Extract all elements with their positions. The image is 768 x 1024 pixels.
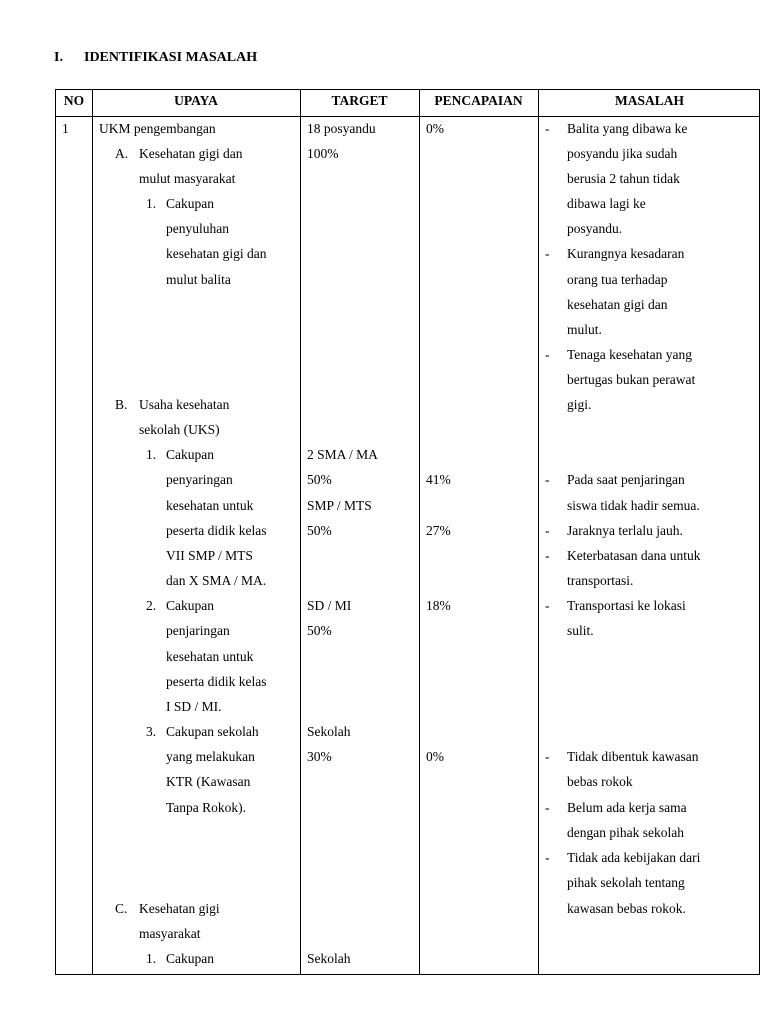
pencapaian-value: 41% bbox=[426, 472, 451, 487]
upaya-line: mulut balita bbox=[166, 272, 231, 287]
masalah-line: Tenaga kesehatan yang bbox=[567, 347, 692, 362]
target-value: Sekolah bbox=[307, 951, 351, 966]
upaya-line: Kesehatan gigi bbox=[139, 901, 220, 916]
header-pencapaian: PENCAPAIAN bbox=[434, 93, 523, 108]
bullet-dash: - bbox=[545, 548, 550, 563]
upaya-line: yang melakukan bbox=[166, 749, 255, 764]
section-number: I. bbox=[54, 50, 63, 65]
upaya-marker: 1. bbox=[146, 447, 157, 462]
target-value: 100% bbox=[307, 146, 339, 161]
problem-identification-table bbox=[55, 89, 760, 975]
pencapaian-value: 18% bbox=[426, 598, 451, 613]
upaya-line: penyaringan bbox=[166, 472, 233, 487]
masalah-line: Kurangnya kesadaran bbox=[567, 246, 685, 261]
upaya-line: Cakupan bbox=[166, 447, 214, 462]
upaya-line: kesehatan gigi dan bbox=[166, 246, 267, 261]
masalah-line: Belum ada kerja sama bbox=[567, 800, 687, 815]
header-masalah: MASALAH bbox=[614, 93, 684, 108]
upaya-line: Cakupan bbox=[166, 951, 214, 966]
masalah-line: posyandu. bbox=[567, 221, 623, 236]
upaya-line: masyarakat bbox=[139, 926, 201, 941]
pencapaian-value: 27% bbox=[426, 523, 451, 538]
upaya-marker: 2. bbox=[146, 598, 157, 613]
pencapaian-value: 0% bbox=[426, 749, 444, 764]
upaya-marker: A. bbox=[115, 146, 129, 161]
bullet-dash: - bbox=[545, 598, 550, 613]
upaya-line: Kesehatan gigi dan bbox=[139, 146, 243, 161]
target-value: 50% bbox=[307, 523, 332, 538]
upaya-line: UKM pengembangan bbox=[99, 121, 216, 136]
upaya-line: dan X SMA / MA. bbox=[166, 573, 267, 588]
header-target: TARGET bbox=[331, 93, 388, 108]
masalah-line: Jaraknya terlalu jauh. bbox=[567, 523, 683, 538]
row-number: 1 bbox=[62, 121, 69, 136]
masalah-line: siswa tidak hadir semua. bbox=[567, 498, 700, 513]
masalah-line: Keterbatasan dana untuk bbox=[567, 548, 701, 563]
upaya-line: penyuluhan bbox=[166, 221, 229, 236]
masalah-line: pihak sekolah tentang bbox=[567, 875, 685, 890]
upaya-line: kesehatan untuk bbox=[166, 498, 254, 513]
target-value: 30% bbox=[307, 749, 332, 764]
masalah-line: kesehatan gigi dan bbox=[567, 297, 668, 312]
upaya-line: KTR (Kawasan bbox=[166, 774, 251, 789]
column-divider bbox=[419, 90, 420, 974]
header-upaya: UPAYA bbox=[174, 93, 218, 108]
masalah-line: sulit. bbox=[567, 623, 594, 638]
masalah-line: Tidak dibentuk kawasan bbox=[567, 749, 699, 764]
masalah-line: kawasan bebas rokok. bbox=[567, 901, 686, 916]
masalah-line: orang tua terhadap bbox=[567, 272, 668, 287]
column-divider bbox=[538, 90, 539, 974]
masalah-line: Tidak ada kebijakan dari bbox=[567, 850, 701, 865]
bullet-dash: - bbox=[545, 800, 550, 815]
bullet-dash: - bbox=[545, 749, 550, 764]
target-value: 50% bbox=[307, 623, 332, 638]
upaya-line: Tanpa Rokok). bbox=[166, 800, 247, 815]
masalah-line: dengan pihak sekolah bbox=[567, 825, 684, 840]
masalah-line: bebas rokok bbox=[567, 774, 633, 789]
upaya-line: Cakupan sekolah bbox=[166, 724, 259, 739]
target-value: Sekolah bbox=[307, 724, 351, 739]
header-no: NO bbox=[63, 93, 85, 108]
upaya-line: sekolah (UKS) bbox=[139, 422, 220, 437]
target-value: SMP / MTS bbox=[307, 498, 372, 513]
target-value: 2 SMA / MA bbox=[307, 447, 378, 462]
upaya-marker: 3. bbox=[146, 724, 157, 739]
upaya-line: Cakupan bbox=[166, 196, 214, 211]
bullet-dash: - bbox=[545, 523, 550, 538]
upaya-line: Cakupan bbox=[166, 598, 214, 613]
upaya-marker: 1. bbox=[146, 196, 157, 211]
masalah-line: berusia 2 tahun tidak bbox=[567, 171, 680, 186]
upaya-line: peserta didik kelas bbox=[166, 674, 267, 689]
upaya-line: penjaringan bbox=[166, 623, 230, 638]
bullet-dash: - bbox=[545, 850, 550, 865]
upaya-marker: B. bbox=[115, 397, 128, 412]
upaya-marker: C. bbox=[115, 901, 128, 916]
masalah-line: mulut. bbox=[567, 322, 602, 337]
target-value: 50% bbox=[307, 472, 332, 487]
bullet-dash: - bbox=[545, 472, 550, 487]
upaya-line: Usaha kesehatan bbox=[139, 397, 230, 412]
masalah-line: dibawa lagi ke bbox=[567, 196, 646, 211]
target-value: SD / MI bbox=[307, 598, 352, 613]
upaya-line: peserta didik kelas bbox=[166, 523, 267, 538]
upaya-line: kesehatan untuk bbox=[166, 649, 254, 664]
pencapaian-value: 0% bbox=[426, 121, 444, 136]
masalah-line: Balita yang dibawa ke bbox=[567, 121, 688, 136]
bullet-dash: - bbox=[545, 121, 550, 136]
masalah-line: transportasi. bbox=[567, 573, 634, 588]
masalah-line: Pada saat penjaringan bbox=[567, 472, 685, 487]
upaya-line: VII SMP / MTS bbox=[166, 548, 253, 563]
upaya-line: mulut masyarakat bbox=[139, 171, 236, 186]
target-value: 18 posyandu bbox=[307, 121, 376, 136]
bullet-dash: - bbox=[545, 246, 550, 261]
upaya-line: I SD / MI. bbox=[166, 699, 222, 714]
upaya-marker: 1. bbox=[146, 951, 157, 966]
masalah-line: bertugas bukan perawat bbox=[567, 372, 696, 387]
bullet-dash: - bbox=[545, 347, 550, 362]
masalah-line: gigi. bbox=[567, 397, 592, 412]
column-divider bbox=[92, 90, 93, 974]
masalah-line: Transportasi ke lokasi bbox=[567, 598, 686, 613]
section-title: IDENTIFIKASI MASALAH bbox=[84, 50, 258, 65]
column-divider bbox=[300, 90, 301, 974]
masalah-line: posyandu jika sudah bbox=[567, 146, 678, 161]
